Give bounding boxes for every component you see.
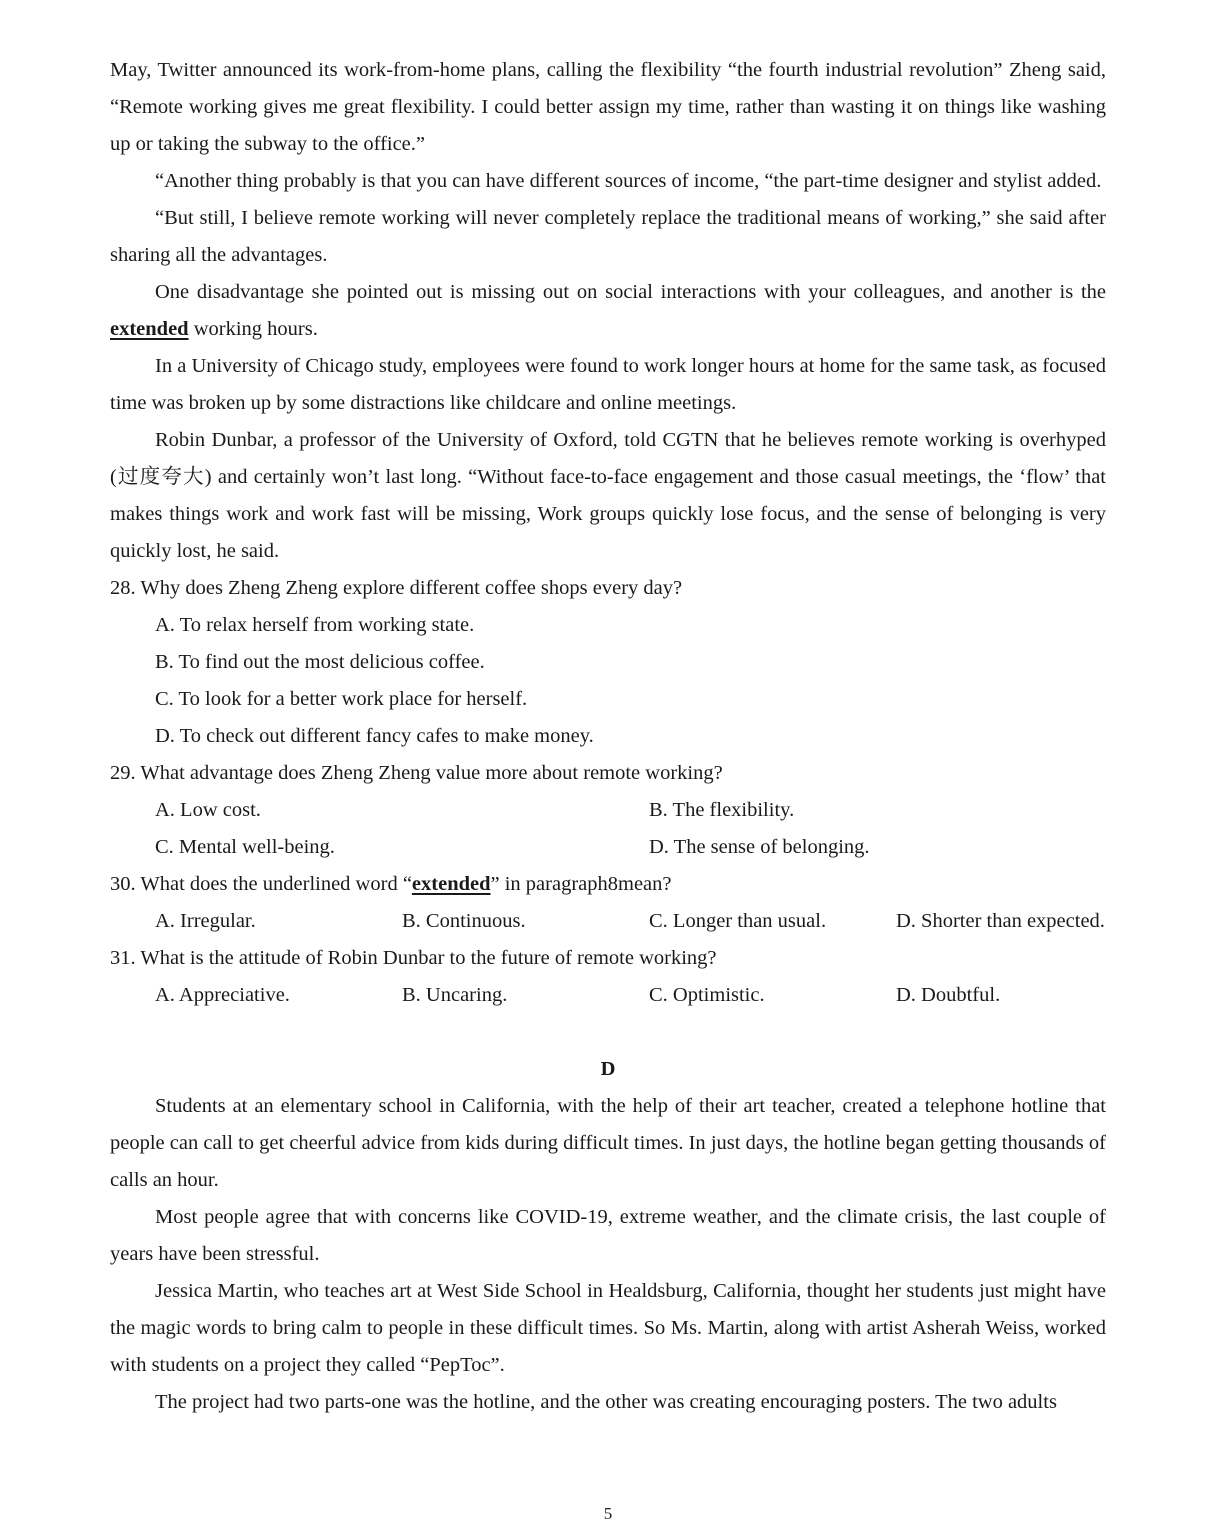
option-b: B. To find out the most delicious coffee.	[155, 651, 485, 673]
passage-c-paragraph-6: Robin Dunbar, a professor of the University of Oxford, told CGTN that he believes remote working is overhyped (过度夸大) and certainly won’t last long. “Without face-to-face engagement and those casual meetings, the ‘flow’ that makes things work and work fast will be missing, Work groups quickly lose focus, and the sense of belonging is very quickly lost, he said.	[110, 429, 1106, 562]
option-a: A. Appreciative.	[155, 984, 290, 1006]
stem-text: ” in paragraph8mean?	[490, 873, 672, 895]
question-stem	[110, 866, 1106, 903]
passage-d-paragraph-2: Most people agree that with concerns like COVID-19, extreme weather, and the climate crisis, the last couple of years have been stressful.	[110, 1206, 1106, 1265]
passage-d-paragraph-1: Students at an elementary school in California, with the help of their art teacher, created a telephone hotline that people can call to get cheerful advice from kids during difficult times. In just days, the hotline began getting thousands of calls an hour.	[110, 1095, 1106, 1191]
question-29	[110, 755, 1106, 866]
option-b: B. Continuous.	[402, 910, 526, 932]
passage-c-paragraph-2: “Another thing probably is that you can have different sources of income, “the part-time designer and stylist added.	[155, 170, 1102, 192]
passage-d-paragraph-4: The project had two parts-one was the hotline, and the other was creating encouraging posters. The two adults	[155, 1391, 1057, 1413]
option-b: B. Uncaring.	[402, 984, 508, 1006]
option-a: A. Low cost.	[155, 799, 261, 821]
option-d: D. Doubtful.	[896, 984, 1001, 1006]
passage-d-paragraph-3: Jessica Martin, who teaches art at West Side School in Healdsburg, California, thought her students just might have the magic words to bring calm to people in these difficult times. So Ms. Martin, along with artist Asherah Weiss, worked with students on a project they called “PepToc”.	[110, 1280, 1106, 1376]
passage-c-paragraph-3: “But still, I believe remote working will never completely replace the traditional means of working,” she said after sharing all the advantages.	[110, 207, 1106, 266]
exam-page	[110, 52, 1106, 1421]
section-heading: D	[600, 1058, 616, 1080]
stem-text: 30. What does the underlined word “	[110, 873, 412, 895]
option-a: A. To relax herself from working state.	[155, 614, 475, 636]
page-number: 5	[603, 1504, 613, 1523]
option-a: A. Irregular.	[155, 910, 256, 932]
options-grid	[110, 792, 1106, 866]
underlined-word: extended	[411, 873, 491, 895]
option-c: C. Optimistic.	[649, 984, 765, 1006]
passage-c-paragraph-4	[110, 274, 1106, 348]
passage-c-paragraph-1: May, Twitter announced its work-from-home plans, calling the flexibility “the fourth industrial revolution” Zheng said, “Remote working gives me great flexibility. I could better assign my time, rather than wasting it on things like washing up or taking the subway to the office.”	[110, 59, 1106, 155]
option-d: D. To check out different fancy cafes to make money.	[155, 725, 594, 747]
options-row	[110, 903, 1106, 940]
option-d: D. Shorter than expected.	[896, 910, 1105, 932]
question-31	[110, 940, 1106, 1014]
option-c: C. Mental well-being.	[155, 836, 335, 858]
option-b: B. The flexibility.	[649, 799, 795, 821]
paragraph-text: One disadvantage she pointed out is missing out on social interactions with your colleagues, and another is the	[155, 281, 1106, 303]
question-28	[110, 570, 1106, 755]
option-c: C. Longer than usual.	[649, 910, 827, 932]
question-stem: 29. What advantage does Zheng Zheng value more about remote working?	[110, 762, 723, 784]
options-row	[110, 977, 1106, 1014]
option-c: C. To look for a better work place for herself.	[155, 688, 528, 710]
underlined-word: extended	[110, 318, 189, 340]
question-30	[110, 866, 1106, 940]
question-stem: 28. Why does Zheng Zheng explore different coffee shops every day?	[110, 577, 683, 599]
passage-c-paragraph-5: In a University of Chicago study, employees were found to work longer hours at home for the same task, as focused time was broken up by some distractions like childcare and online meetings.	[110, 355, 1106, 414]
option-d: D. The sense of belonging.	[649, 836, 870, 858]
question-stem: 31. What is the attitude of Robin Dunbar to the future of remote working?	[110, 947, 717, 969]
paragraph-text: working hours.	[188, 318, 318, 340]
